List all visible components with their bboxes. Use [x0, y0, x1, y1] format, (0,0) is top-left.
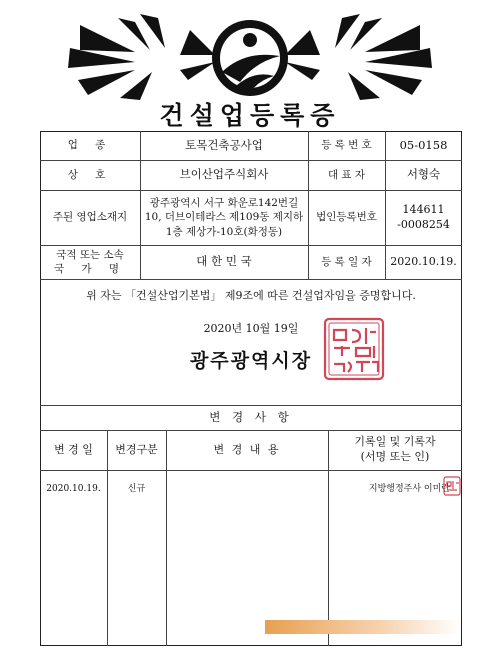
business-type-label: 업 종 — [67, 139, 113, 152]
nationality-value: 대 한 민 국 — [196, 254, 252, 269]
recorder-seal-icon — [443, 476, 461, 496]
change-row-content — [166, 480, 328, 498]
reg-no-label: 등 록 번 호 — [321, 139, 372, 152]
col-recorder-line-2: (서명 또는 인) — [360, 450, 430, 463]
rep-value: 서형숙 — [406, 167, 441, 182]
corp-no-label: 법인등록번호 — [316, 211, 377, 224]
reg-date-label: 등 록 일 자 — [321, 255, 372, 268]
nationality-label — [40, 245, 140, 279]
document-title: 건설업등록증 — [159, 101, 341, 130]
col-recorder — [328, 430, 462, 470]
issue-date: 2020년 10월 19일 — [203, 321, 299, 335]
change-row-date: 2020.10.19. — [46, 483, 101, 494]
rep-label: 대 표 자 — [327, 168, 366, 181]
corp-no-value — [385, 190, 462, 245]
col-recorder-line-1: 기록일 및 기록자 — [354, 435, 436, 449]
col-change-type: 변경구분 — [115, 442, 158, 456]
address-value: 광주광역시 서구 화운로142번길 10, 더브이테라스 제109동 제지하1층 제상가-10호(화정동) — [144, 197, 304, 238]
official-seal-icon — [322, 316, 386, 382]
company-label: 상 호 — [67, 168, 113, 181]
business-type-value: 토목건축공사업 — [185, 137, 263, 152]
bottom-accent-bar — [265, 620, 461, 634]
changes-heading: 변 경 사 항 — [209, 409, 293, 424]
nationality-label-line-1: 국적 또는 소속 — [56, 248, 124, 261]
company-value: 브이산업주식회사 — [179, 167, 269, 182]
certification-text: 위 자는 「건설산업기본법」 제9조에 따른 건설업자임을 증명합니다. — [86, 288, 416, 302]
reg-date-value: 2020.10.19. — [390, 254, 457, 268]
corp-no-part-1: 144611 — [402, 202, 445, 216]
reg-no-value: 05-0158 — [399, 137, 448, 152]
address-label: 주된 영업소재지 — [52, 211, 128, 224]
emblem-icon — [40, 10, 460, 105]
corp-no-part-2: -0008254 — [397, 217, 450, 231]
col-change-content: 변 경 내 용 — [213, 442, 281, 456]
issuer-name: 광주광역시장 — [189, 350, 313, 373]
nationality-label-line-2: 국 가 명 — [53, 263, 127, 275]
change-row-recorder: 지방행정주사 이미란 — [368, 483, 450, 494]
change-row-type: 신규 — [127, 483, 146, 494]
col-change-date: 변 경 일 — [54, 442, 93, 456]
